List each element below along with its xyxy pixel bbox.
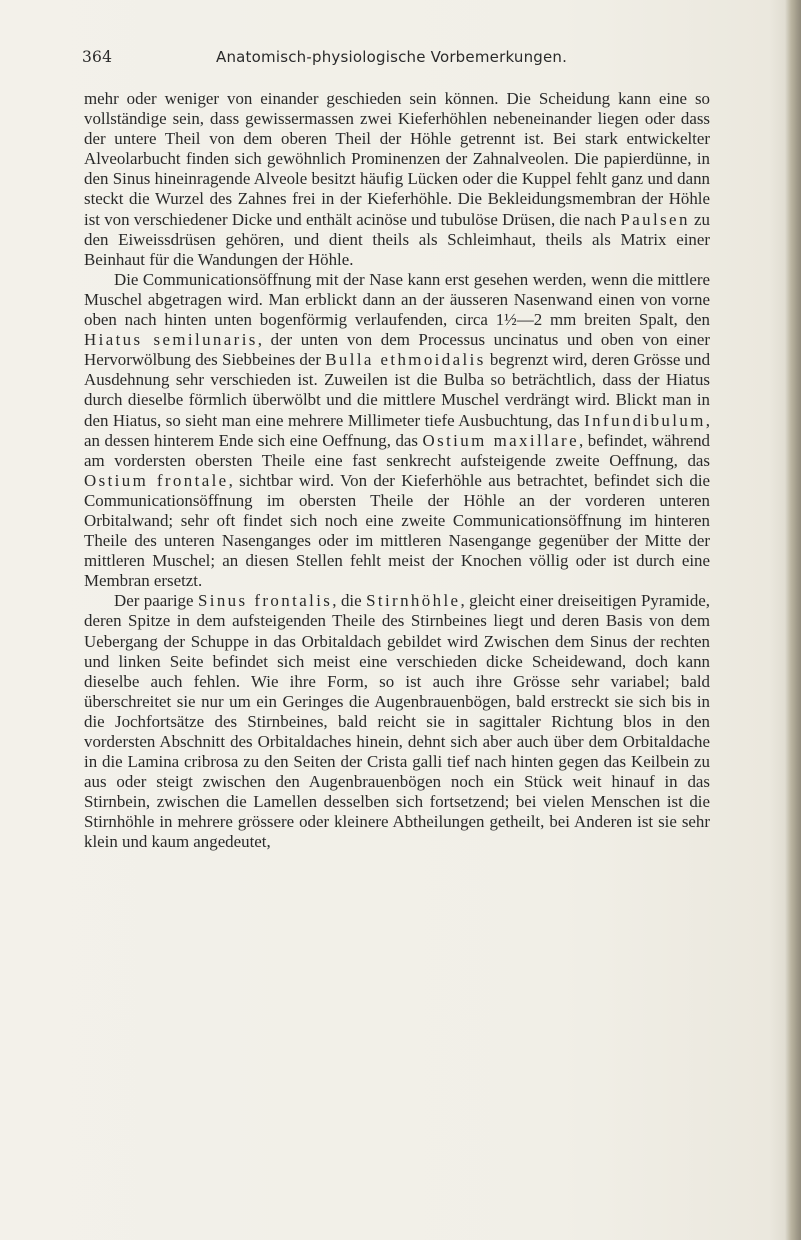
text-run: , die	[332, 591, 367, 611]
text-run: zu den Eiweissdrüsen gehören, und dient theils als Schleimhaut, theils als Matrix einer Beinhaut für die Wandungen der Höhle.	[84, 209, 711, 269]
running-head: Anatomisch-physiologische Vorbemerkungen.	[216, 48, 568, 66]
text-run: , sichtbar wird. Von der Kieferhöhle aus betrachtet, befindet sich die Communicationsöffnung im obersten Theile der Höhle an der vorderen unteren Orbitalwand; sehr oft findet sich noch eine zweite Communicationsöffnung im hinteren Theile des unteren Nasenganges oder im mittleren Nasengange gegenüber der Mitte der mittleren Muschel; an diesen Stellen fehlt meist der Knochen völlig oder ist durch eine Membran ersetzt.	[84, 470, 711, 591]
text-run: begrenzt wird, deren Grösse und Ausdehnung sehr verschieden ist. Zuweilen ist die Bulba so beträchtlich, dass der Hiatus durch dieselbe förmlich überwölbt und die mittlere Muschel verdrängt wird. Blickt man in den Hiatus, so sieht man eine mehrere Millimeter tiefe Ausbuchtung, das	[84, 350, 711, 430]
spaced-term: Hiatus semilunaris	[84, 330, 258, 350]
page-number: 364	[82, 48, 113, 66]
text-run: , befindet, während am vordersten obersten Theile eine fast senkrecht aufsteigende zweite Oeffnung, das	[84, 430, 710, 470]
page-header	[82, 48, 722, 70]
spaced-term: Stirnhöhle	[366, 591, 461, 611]
text-run: Der paarige	[114, 591, 198, 611]
spaced-term: Sinus frontalis	[197, 591, 333, 611]
text-run: , an dessen hinterem Ende sich eine Oeffnung, das	[84, 410, 710, 450]
paragraph	[84, 89, 710, 270]
paragraph	[84, 270, 710, 592]
spaced-term: Bulla ethmoidalis	[325, 350, 486, 370]
text-run: mehr oder weniger von einander geschieden sein können. Die Scheidung kann eine so vollständige sein, dass gewissermassen zwei Kieferhöhlen nebeneinander liegen oder dass der untere Theil von dem oberen Theil der Höhle getrennt ist. Bei stark entwickelter Alveolarbucht finden sich gewöhnlich Prominenzen der Zahnalveolen. Die papierdünne, in den Sinus hineinragende Alveole besitzt häufig Lücken oder die Kuppel fehlt ganz und dann steckt die Wurzel des Zahnes frei in der Kieferhöhle. Die Bekleidungsmembran der Höhle ist von verschiedener Dicke und enthält acinöse und tubulöse Drüsen, die nach	[84, 89, 710, 229]
spaced-term: Paulsen	[620, 209, 690, 229]
paragraph	[84, 591, 710, 852]
spaced-term: Ostium maxillare	[422, 430, 579, 450]
body-text	[84, 89, 710, 853]
spaced-term: Ostium frontale	[84, 470, 229, 490]
text-run: , gleicht einer dreiseitigen Pyramide, deren Spitze in dem aufsteigenden Theile des Stirnbeines liegt und deren Basis von dem Uebergang der Schuppe in das Orbitaldach gebildet wird Zwischen dem Sinus der rechten und linken Seite befindet sich meist eine verschieden dicke Scheidewand, doch kann dieselbe auch fehlen. Wie ihre Form, so ist auch ihre Grösse sehr variabel; bald überschreitet sie nur um ein Geringes die Augenbrauenbögen, bald erstreckt sie sich bis in die Jochfortsätze des Stirnbeines, bald reicht sie in sagittaler Richtung blos in den vordersten Abschnitt des Orbitaldaches hinein, dehnt sich aber auch über dem Orbitaldache in die Lamina cribrosa zu den Seiten der Crista galli tief nach hinten gegen das Keilbein zu aus oder steigt zwischen den Augenbrauenbögen noch ein Stück weit hinauf in das Stirnbein, zwischen die Lamellen desselben sich fortsetzend; bei vielen Menschen ist die Stirnhöhle in mehrere grössere oder kleinere Abtheilungen getheilt, bei Anderen ist sie sehr klein und kaum angedeutet,	[84, 591, 710, 852]
page-edge-shadow	[785, 0, 801, 1240]
spaced-term: Infundibulum	[584, 410, 706, 430]
text-run: , der unten von dem Processus uncinatus und oben von einer Hervorwölbung des Siebbeines der	[84, 330, 710, 370]
text-run: Die Communicationsöffnung mit der Nase kann erst gesehen werden, wenn die mittlere Muschel abgetragen wird. Man erblickt dann an der äusseren Nasenwand einen von vorne oben nach hinten unten bogenförmig verlaufenden, circa 1½—2 mm breiten Spalt, den	[84, 269, 710, 330]
